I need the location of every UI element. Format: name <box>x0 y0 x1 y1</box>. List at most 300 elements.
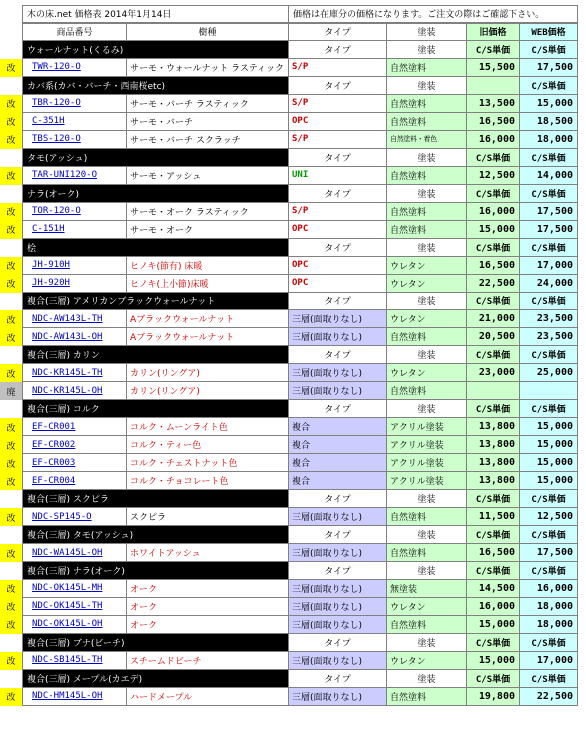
species-name: カリン(リングア) <box>127 364 289 382</box>
category-row <box>0 77 586 95</box>
category-type-label: タイプ <box>289 239 387 257</box>
species-name: ヒノキ(節有) 床暖 <box>127 257 289 275</box>
product-code-link[interactable]: TBS-120-O <box>32 134 81 145</box>
category-type-label: タイプ <box>289 77 387 95</box>
product-code-cell <box>22 508 127 526</box>
product-code-link[interactable]: NDC-OK145L-OH <box>32 619 103 630</box>
product-code-cell <box>22 167 127 185</box>
category-web-unit-label: C/S単価 <box>520 77 578 95</box>
coating-name: 自然塗料 <box>387 688 467 706</box>
product-row <box>0 328 586 346</box>
coating-name: ウレタン <box>387 598 467 616</box>
category-row <box>0 346 586 364</box>
product-type: 三層(面取りなし) <box>289 688 387 706</box>
product-row <box>0 310 586 328</box>
product-type: 複合 <box>289 454 387 472</box>
product-code-cell <box>22 113 127 131</box>
product-code-link[interactable]: NDC-KR145L-TH <box>32 367 103 378</box>
status-mark: 改 <box>0 598 22 616</box>
product-code-cell <box>22 203 127 221</box>
product-code-link[interactable]: TBR-120-O <box>32 98 81 109</box>
category-name: ナラ(オーク) <box>22 185 289 203</box>
category-coating-label: 塗装 <box>387 346 467 364</box>
old-price: 16,000 <box>467 598 520 616</box>
product-row <box>0 113 586 131</box>
product-code-link[interactable]: NDC-SP145-O <box>32 511 92 522</box>
product-code-cell <box>22 59 127 77</box>
product-code-link[interactable]: TWR-120-O <box>32 62 81 73</box>
coating-name: ウレタン <box>387 652 467 670</box>
old-price: 13,500 <box>467 95 520 113</box>
row-mark <box>0 149 22 167</box>
product-code-cell <box>22 328 127 346</box>
product-code-link[interactable]: NDC-AW143L-OH <box>32 331 103 342</box>
product-code-cell <box>22 257 127 275</box>
product-row <box>0 652 586 670</box>
product-code-link[interactable]: NDC-KR145L-OH <box>32 385 103 396</box>
category-row <box>0 149 586 167</box>
species-name: スクピラ <box>127 508 289 526</box>
status-mark: 改 <box>0 436 22 454</box>
product-code-cell <box>22 221 127 239</box>
category-coating-label: 塗装 <box>387 149 467 167</box>
row-mark <box>0 239 22 257</box>
web-price: 15,000 <box>520 95 578 113</box>
category-old-unit-label: C/S単価 <box>467 239 520 257</box>
web-price: 25,000 <box>520 364 578 382</box>
coating-name: 自然塗料 <box>387 167 467 185</box>
species-name: サーモ・バーチ ラスティック <box>127 95 289 113</box>
category-type-label: タイプ <box>289 562 387 580</box>
category-row <box>0 293 586 311</box>
category-name: 複合(三層) コルク <box>22 400 289 418</box>
web-price: 14,000 <box>520 167 578 185</box>
category-name: 複合(三層) アメリカンブラックウォールナット <box>22 293 289 311</box>
category-coating-label: 塗装 <box>387 670 467 688</box>
product-type: 三層(面取りなし) <box>289 652 387 670</box>
product-type: 三層(面取りなし) <box>289 544 387 562</box>
header-code: 商品番号 <box>22 23 127 41</box>
web-price: 17,500 <box>520 203 578 221</box>
old-price: 16,500 <box>467 544 520 562</box>
product-code-cell <box>22 131 127 149</box>
product-code-link[interactable]: JH-920H <box>32 278 70 289</box>
product-code-cell <box>22 454 127 472</box>
old-price: 20,500 <box>467 328 520 346</box>
product-type: 三層(面取りなし) <box>289 382 387 400</box>
category-old-unit-label: C/S単価 <box>467 41 520 59</box>
category-name: 複合(三層) メープル(カエデ) <box>22 670 289 688</box>
product-code-cell <box>22 95 127 113</box>
category-coating-label: 塗装 <box>387 562 467 580</box>
header-type: タイプ <box>289 23 387 41</box>
species-name: ヒノキ(上小節)床暖 <box>127 275 289 293</box>
category-type-label: タイプ <box>289 400 387 418</box>
product-type: S/P <box>289 59 387 77</box>
product-code-link[interactable]: NDC-SB145L-TH <box>32 655 103 666</box>
product-code-cell <box>22 382 127 400</box>
product-code-cell <box>22 364 127 382</box>
status-mark: 改 <box>0 472 22 490</box>
category-old-unit-label: C/S単価 <box>467 400 520 418</box>
category-type-label: タイプ <box>289 526 387 544</box>
old-price: 11,500 <box>467 508 520 526</box>
status-mark: 改 <box>0 580 22 598</box>
status-mark: 改 <box>0 652 22 670</box>
species-name: サーモ・アッシュ <box>127 167 289 185</box>
status-mark: 廃 <box>0 382 22 400</box>
product-type: 複合 <box>289 418 387 436</box>
product-code-cell <box>22 544 127 562</box>
status-mark: 改 <box>0 113 22 131</box>
category-name: カバ系(カバ・バーチ・西南桜etc) <box>22 77 289 95</box>
product-code-cell <box>22 616 127 634</box>
product-type: 三層(面取りなし) <box>289 328 387 346</box>
old-price: 15,000 <box>467 616 520 634</box>
product-type: OPC <box>289 221 387 239</box>
product-code-link[interactable]: NDC-WA145L-OH <box>32 547 103 558</box>
coating-name: アクリル塗装 <box>387 436 467 454</box>
category-type-label: タイプ <box>289 490 387 508</box>
status-mark: 改 <box>0 131 22 149</box>
coating-name: ウレタン <box>387 310 467 328</box>
status-mark: 改 <box>0 275 22 293</box>
product-row <box>0 418 586 436</box>
product-type: 三層(面取りなし) <box>289 580 387 598</box>
product-type: 三層(面取りなし) <box>289 616 387 634</box>
category-coating-label: 塗装 <box>387 239 467 257</box>
old-price: 16,500 <box>467 113 520 131</box>
web-price: 12,500 <box>520 508 578 526</box>
coating-name: ウレタン <box>387 364 467 382</box>
species-name: オーク <box>127 598 289 616</box>
header-row <box>0 23 586 41</box>
status-mark: 改 <box>0 508 22 526</box>
product-code-link[interactable]: EF-CR003 <box>32 457 76 468</box>
product-type: S/P <box>289 203 387 221</box>
web-price: 22,500 <box>520 688 578 706</box>
row-mark <box>0 293 22 311</box>
product-type: 三層(面取りなし) <box>289 310 387 328</box>
row-mark <box>0 41 22 59</box>
row-mark <box>0 346 22 364</box>
category-web-unit-label: C/S単価 <box>520 670 578 688</box>
web-price: 17,500 <box>520 221 578 239</box>
category-name: 複合(三層) タモ(アッシュ) <box>22 526 289 544</box>
coating-name: アクリル塗装 <box>387 454 467 472</box>
old-price: 23,000 <box>467 364 520 382</box>
web-price: 15,000 <box>520 454 578 472</box>
species-name: オーク <box>127 580 289 598</box>
category-row <box>0 490 586 508</box>
product-row <box>0 364 586 382</box>
coating-name: 無塗装 <box>387 580 467 598</box>
category-web-unit-label: C/S単価 <box>520 346 578 364</box>
web-price: 15,000 <box>520 472 578 490</box>
product-row <box>0 221 586 239</box>
product-code-cell <box>22 598 127 616</box>
species-name: Aブラックウォールナット <box>127 328 289 346</box>
species-name: コルク・チェストナット色 <box>127 454 289 472</box>
category-web-unit-label: C/S単価 <box>520 490 578 508</box>
species-name: コルク・ムーンライト色 <box>127 418 289 436</box>
coating-name: 自然塗料 <box>387 328 467 346</box>
row-mark <box>0 670 22 688</box>
product-code-link[interactable]: EF-CR004 <box>32 475 76 486</box>
old-price: 21,000 <box>467 310 520 328</box>
row-mark <box>0 634 22 652</box>
category-row <box>0 185 586 203</box>
species-name: サーモ・オーク ラスティック <box>127 203 289 221</box>
row-mark <box>0 526 22 544</box>
web-price: 17,500 <box>520 59 578 77</box>
header-coating: 塗装 <box>387 23 467 41</box>
coating-name: 自然塗料・着色 <box>387 131 467 149</box>
category-old-unit-label: C/S単価 <box>467 634 520 652</box>
species-name: オーク <box>127 616 289 634</box>
price-note: 価格は在庫分の価格になります。ご注文の際はご確認下さい。 <box>289 5 578 23</box>
old-price: 15,500 <box>467 59 520 77</box>
product-row <box>0 688 586 706</box>
species-name: スチームドビーチ <box>127 652 289 670</box>
category-old-unit-label: C/S単価 <box>467 185 520 203</box>
species-name: サーモ・バーチ スクラッチ <box>127 131 289 149</box>
status-mark: 改 <box>0 328 22 346</box>
web-price: 17,500 <box>520 544 578 562</box>
coating-name: アクリル塗装 <box>387 418 467 436</box>
product-code-link[interactable]: TOR-120-O <box>32 206 81 217</box>
product-type: 三層(面取りなし) <box>289 508 387 526</box>
category-name: 桧 <box>22 239 289 257</box>
product-row <box>0 59 586 77</box>
row-mark <box>0 562 22 580</box>
category-row <box>0 239 586 257</box>
product-type: 三層(面取りなし) <box>289 364 387 382</box>
price-table <box>0 5 586 706</box>
category-coating-label: 塗装 <box>387 634 467 652</box>
coating-name: 自然塗料 <box>387 616 467 634</box>
category-type-label: タイプ <box>289 293 387 311</box>
category-old-unit-label: C/S単価 <box>467 490 520 508</box>
product-row <box>0 382 586 400</box>
category-coating-label: 塗装 <box>387 77 467 95</box>
category-type-label: タイプ <box>289 346 387 364</box>
product-code-cell <box>22 436 127 454</box>
web-price: 18,000 <box>520 131 578 149</box>
product-row <box>0 436 586 454</box>
old-price: 13,800 <box>467 454 520 472</box>
product-row <box>0 580 586 598</box>
old-price <box>467 382 520 400</box>
species-name: サーモ・ウォールナット ラスティック <box>127 59 289 77</box>
product-code-link[interactable]: EF-CR002 <box>32 439 76 450</box>
product-code-cell <box>22 275 127 293</box>
product-row <box>0 203 586 221</box>
category-web-unit-label: C/S単価 <box>520 634 578 652</box>
product-type: 三層(面取りなし) <box>289 598 387 616</box>
product-code-link[interactable]: NDC-OK145L-TH <box>32 601 103 612</box>
category-web-unit-label: C/S単価 <box>520 562 578 580</box>
old-price: 22,500 <box>467 275 520 293</box>
category-name: 複合(三層) スクピラ <box>22 490 289 508</box>
product-type: OPC <box>289 257 387 275</box>
product-code-link[interactable]: TAR-UNI120-O <box>32 170 98 181</box>
product-code-cell <box>22 310 127 328</box>
category-web-unit-label: C/S単価 <box>520 41 578 59</box>
coating-name: アクリル塗装 <box>387 472 467 490</box>
coating-name: 自然塗料 <box>387 544 467 562</box>
status-mark: 改 <box>0 310 22 328</box>
category-row <box>0 562 586 580</box>
web-price: 24,000 <box>520 275 578 293</box>
product-row <box>0 472 586 490</box>
status-mark: 改 <box>0 167 22 185</box>
status-mark: 改 <box>0 454 22 472</box>
product-code-link[interactable]: C-151H <box>32 224 65 235</box>
category-old-unit-label: C/S単価 <box>467 562 520 580</box>
old-price: 16,500 <box>467 257 520 275</box>
product-code-link[interactable]: NDC-HM145L-OH <box>32 691 103 702</box>
species-name: ホワイトアッシュ <box>127 544 289 562</box>
product-row <box>0 167 586 185</box>
species-name: コルク・ティー色 <box>127 436 289 454</box>
product-code-link[interactable]: EF-CR001 <box>32 421 76 432</box>
old-price: 16,000 <box>467 131 520 149</box>
species-name: Aブラックウォールナット <box>127 310 289 328</box>
product-row <box>0 544 586 562</box>
web-price: 23,500 <box>520 328 578 346</box>
product-code-cell <box>22 418 127 436</box>
category-web-unit-label: C/S単価 <box>520 239 578 257</box>
status-mark: 改 <box>0 616 22 634</box>
category-row <box>0 41 586 59</box>
old-price: 13,800 <box>467 436 520 454</box>
old-price: 13,800 <box>467 472 520 490</box>
product-type: S/P <box>289 131 387 149</box>
species-name: コルク・チョコレート色 <box>127 472 289 490</box>
category-old-unit-label: C/S単価 <box>467 346 520 364</box>
row-mark <box>0 185 22 203</box>
sheet-title: 木の床.net 価格表 2014年1月14日 <box>22 5 289 23</box>
product-row <box>0 257 586 275</box>
category-web-unit-label: C/S単価 <box>520 400 578 418</box>
category-coating-label: 塗装 <box>387 526 467 544</box>
web-price: 18,000 <box>520 598 578 616</box>
species-name: サーモ・バーチ <box>127 113 289 131</box>
web-price: 23,500 <box>520 310 578 328</box>
category-web-unit-label: C/S単価 <box>520 149 578 167</box>
species-name: サーモ・オーク <box>127 221 289 239</box>
category-coating-label: 塗装 <box>387 41 467 59</box>
status-mark: 改 <box>0 59 22 77</box>
status-mark: 改 <box>0 221 22 239</box>
category-old-unit-label: C/S単価 <box>467 526 520 544</box>
old-price: 12,500 <box>467 167 520 185</box>
category-type-label: タイプ <box>289 185 387 203</box>
product-row <box>0 508 586 526</box>
category-name: タモ(アッシュ) <box>22 149 289 167</box>
old-price: 15,000 <box>467 221 520 239</box>
old-price: 15,000 <box>467 652 520 670</box>
category-web-unit-label: C/S単価 <box>520 293 578 311</box>
product-row <box>0 454 586 472</box>
category-coating-label: 塗装 <box>387 185 467 203</box>
category-type-label: タイプ <box>289 670 387 688</box>
category-old-unit-label: C/S単価 <box>467 149 520 167</box>
old-price: 13,800 <box>467 418 520 436</box>
coating-name: 自然塗料 <box>387 203 467 221</box>
category-row <box>0 670 586 688</box>
header-species: 樹種 <box>127 23 289 41</box>
product-row <box>0 616 586 634</box>
coating-name: 自然塗料 <box>387 221 467 239</box>
category-row <box>0 400 586 418</box>
category-coating-label: 塗装 <box>387 293 467 311</box>
web-price: 16,000 <box>520 580 578 598</box>
header-old-price: 旧価格 <box>467 23 520 41</box>
product-code-link[interactable]: NDC-OK145L-MH <box>32 583 103 594</box>
status-mark: 改 <box>0 95 22 113</box>
coating-name: 自然塗料 <box>387 113 467 131</box>
coating-name: 自然塗料 <box>387 59 467 77</box>
category-name: 複合(三層) ブナ(ビーチ) <box>22 634 289 652</box>
coating-name: ウレタン <box>387 275 467 293</box>
coating-name: ウレタン <box>387 257 467 275</box>
row-mark <box>0 77 22 95</box>
category-row <box>0 634 586 652</box>
product-type: S/P <box>289 95 387 113</box>
category-web-unit-label: C/S単価 <box>520 185 578 203</box>
product-type: OPC <box>289 275 387 293</box>
category-coating-label: 塗装 <box>387 490 467 508</box>
product-code-link[interactable]: JH-910H <box>32 260 70 271</box>
web-price: 18,500 <box>520 113 578 131</box>
web-price: 17,000 <box>520 257 578 275</box>
status-mark: 改 <box>0 257 22 275</box>
category-old-unit-label: C/S単価 <box>467 293 520 311</box>
table-body <box>0 41 586 706</box>
category-old-unit-label: C/S単価 <box>467 670 520 688</box>
category-coating-label: 塗装 <box>387 400 467 418</box>
web-price <box>520 382 578 400</box>
row-mark <box>0 400 22 418</box>
status-mark: 改 <box>0 688 22 706</box>
old-price: 16,000 <box>467 203 520 221</box>
product-code-link[interactable]: NDC-AW143L-TH <box>32 313 103 324</box>
product-row <box>0 275 586 293</box>
category-name: 複合(三層) ナラ(オーク) <box>22 562 289 580</box>
species-name: カリン(リングア) <box>127 382 289 400</box>
product-row <box>0 598 586 616</box>
web-price: 17,000 <box>520 652 578 670</box>
category-type-label: タイプ <box>289 41 387 59</box>
product-row <box>0 95 586 113</box>
coating-name: 自然塗料 <box>387 508 467 526</box>
product-code-cell <box>22 580 127 598</box>
product-code-cell <box>22 652 127 670</box>
coating-name: 自然塗料 <box>387 95 467 113</box>
category-old-unit-label <box>467 77 520 95</box>
product-type: 複合 <box>289 472 387 490</box>
category-row <box>0 526 586 544</box>
product-row <box>0 131 586 149</box>
product-code-link[interactable]: C-351H <box>32 116 65 127</box>
category-type-label: タイプ <box>289 149 387 167</box>
old-price: 19,800 <box>467 688 520 706</box>
header-web-price: WEB価格 <box>520 23 578 41</box>
old-price: 14,500 <box>467 580 520 598</box>
row-mark <box>0 490 22 508</box>
